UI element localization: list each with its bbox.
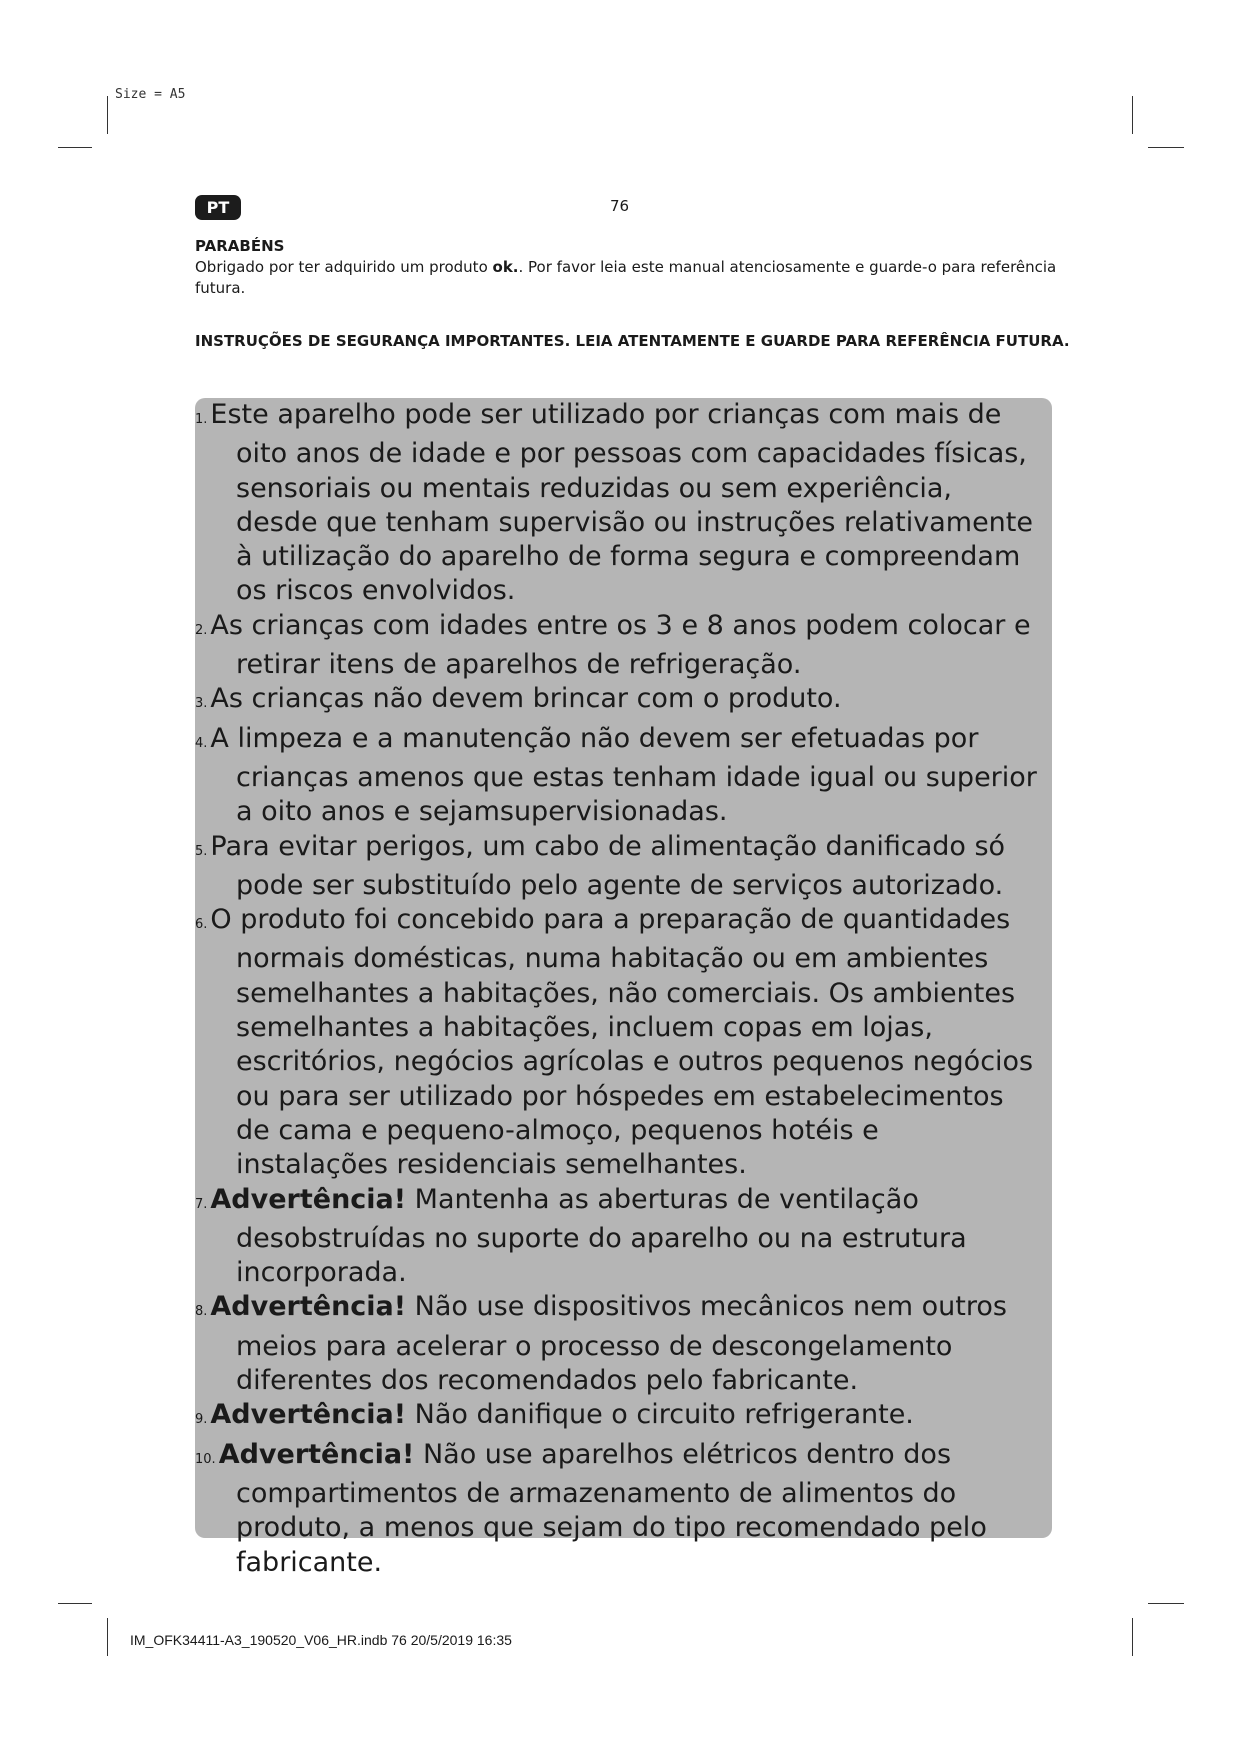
safety-item [195, 722, 1038, 830]
item-number: 2. [195, 622, 208, 638]
item-number: 6. [195, 917, 208, 933]
intro-section [195, 236, 1075, 299]
safety-item [195, 1290, 1038, 1398]
warning-label: Advertência! [210, 1291, 407, 1323]
warning-label: Advertência! [210, 1399, 407, 1431]
crop-mark-bottom-right-v [1132, 1618, 1133, 1656]
safety-item [195, 1438, 1038, 1580]
item-number: 1. [195, 412, 208, 427]
intro-text-before: Obrigado por ter adquirido um produto [195, 258, 493, 276]
item-text: A limpeza e a manutenção não devem ser efetuadas por crianças amenos que estas tenham idade igual ou superior a oito anos e sejamsupervisionadas. [210, 722, 1037, 828]
item-number: 4. [195, 735, 208, 751]
warning-label: Advertência! [218, 1438, 415, 1470]
item-number: 8. [195, 1304, 208, 1320]
item-text: Para evitar perigos, um cabo de alimentação danificado só pode ser substituído pelo agente de serviços autorizado. [210, 830, 1006, 901]
warning-label: Advertência! [210, 1183, 407, 1215]
item-number: 5. [195, 843, 208, 859]
safety-panel [195, 398, 1052, 1578]
item-text: Não use dispositivos mecânicos nem outros meios para acelerar o processo de descongelamento diferentes dos recomendados pelo fabricante. [236, 1291, 1007, 1397]
item-text: As crianças com idades entre os 3 e 8 anos podem colocar e retirar itens de aparelhos de refrigeração. [210, 609, 1031, 681]
brand-name: ok. [492, 258, 519, 276]
item-text: As crianças não devem brincar com o produto. [210, 683, 842, 715]
intro-paragraph [195, 257, 1075, 299]
item-number: 10. [195, 1451, 216, 1467]
crop-mark-top-left-v [107, 96, 108, 134]
crop-mark-top-left-h [58, 147, 92, 148]
item-text: O produto foi concebido para a preparação de quantidades normais domésticas, numa habitação ou em ambientes semelhantes a habitações, não comerciais. Os ambientes semelhantes a habitações, incluem copas em lojas, escritórios, negócios agrícolas e outros pequenos negócios ou para ser utilizado por hóspedes em estabelecimentos de cama e pequeno-almoço, pequenos hotéis e instalações residenciais semelhantes. [210, 904, 1034, 1181]
item-text: Não use aparelhos elétricos dentro dos compartimentos de armazenamento de alimentos do produto, a menos que sejam do tipo recomendado pelo fabricante. [236, 1438, 987, 1578]
crop-mark-bottom-left-h [58, 1603, 92, 1604]
intro-text-after: . Por favor leia este manual atenciosamente e guarde-o para referência futura. [195, 258, 1057, 297]
crop-mark-bottom-left-v [107, 1618, 108, 1656]
page-number: 76 [610, 197, 630, 215]
print-file-info: IM_OFK34411-A3_190520_V06_HR.indb 76 20/5/2019 16:35 [130, 1632, 512, 1648]
safety-item [195, 398, 1038, 609]
safety-item [195, 830, 1038, 904]
crop-mark-bottom-right-h [1148, 1603, 1184, 1604]
safety-item [195, 1398, 1038, 1437]
safety-item [195, 609, 1038, 683]
size-label: Size = A5 [115, 87, 186, 102]
safety-instructions-title: INSTRUÇÕES DE SEGURANÇA IMPORTANTES. LEIA ATENTAMENTE E GUARDE PARA REFERÊNCIA FUTURA. [195, 332, 1070, 350]
safety-item [195, 903, 1038, 1182]
safety-item [195, 1183, 1038, 1291]
intro-heading: PARABÉNS [195, 237, 285, 255]
crop-mark-top-right-h [1148, 147, 1184, 148]
item-text: Este aparelho pode ser utilizado por crianças com mais de oito anos de idade e por pessoas com capacidades físicas, sensoriais ou mentais reduzidas ou sem experiência, desde que tenham supervisão ou instruções relativamente à utilização do aparelho de forma segura e compreendam os riscos envolvidos. [210, 399, 1033, 607]
language-badge: PT [195, 195, 241, 220]
crop-mark-top-right-v [1132, 96, 1133, 134]
item-number: 7. [195, 1196, 208, 1212]
safety-item [195, 682, 1038, 721]
item-number: 3. [195, 696, 208, 712]
item-text: Mantenha as aberturas de ventilação desobstruídas no suporte do aparelho ou na estrutura incorporada. [236, 1183, 967, 1289]
item-text: Não danifique o circuito refrigerante. [406, 1399, 914, 1431]
item-number: 9. [195, 1412, 208, 1428]
